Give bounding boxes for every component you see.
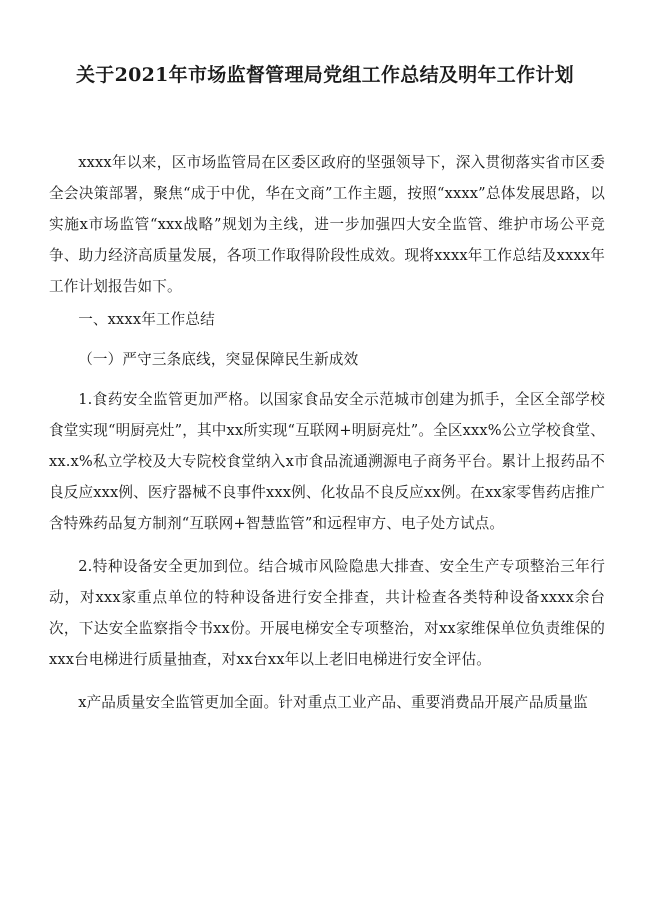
section-heading: 一、xxxx年工作总结 <box>78 311 215 328</box>
document-body <box>49 147 605 718</box>
document-title: 关于2021年市场监督管理局党组工作总结及明年工作计划 <box>76 64 574 86</box>
special-equipment-paragraph: 2.特种设备安全更加到位。结合城市风险隐患大排查、安全生产专项整治三年行动，对xxx家重点单位的特种设备进行安全排查，共计检查各类特种设备xxxx余台次，下达安全监察指令书xx份。开展电梯安全专项整治，对xx家维保单位负责维保的xxx台电梯进行质量抽查，对xx台xx年以上老旧电梯进行安全评估。 <box>49 558 605 668</box>
food-drug-safety-paragraph: 1.食药安全监管更加严格。以国家食品安全示范城市创建为抓手，全区全部学校食堂实现“明厨亮灶”，其中xx所实现“互联网+明厨亮灶”。全区xxx%公立学校食堂、xx.x%私立学校及大专院校食堂纳入x市食品流通溯源电子商务平台。累计上报药品不良反应xxx例、医疗器械不良事件xxx例、化妆品不良反应xx例。在xx家零售药店推广含特殊药品复方制剂“互联网+智慧监管”和远程审方、电子处方试点。 <box>49 391 605 532</box>
product-quality-paragraph: x产品质量安全监管更加全面。针对重点工业产品、重要消费品开展产品质量监 <box>78 694 588 711</box>
subsection-heading: （一）严守三条底线，突显保障民生新成效 <box>78 351 359 368</box>
intro-paragraph: xxxx年以来，区市场监管局在区委区政府的坚强领导下，深入贯彻落实省市区委全会决策部署，聚焦“成于中优，华在文商”工作主题，按照“xxxx”总体发展思路，以实施x市场监管“xxx战略”规划为主线，进一步加强四大安全监管、维护市场公平竞争、助力经济高质量发展，各项工作取得阶段性成效。现将xxxx年工作总结及xxxx年工作计划报告如下。 <box>49 154 605 295</box>
